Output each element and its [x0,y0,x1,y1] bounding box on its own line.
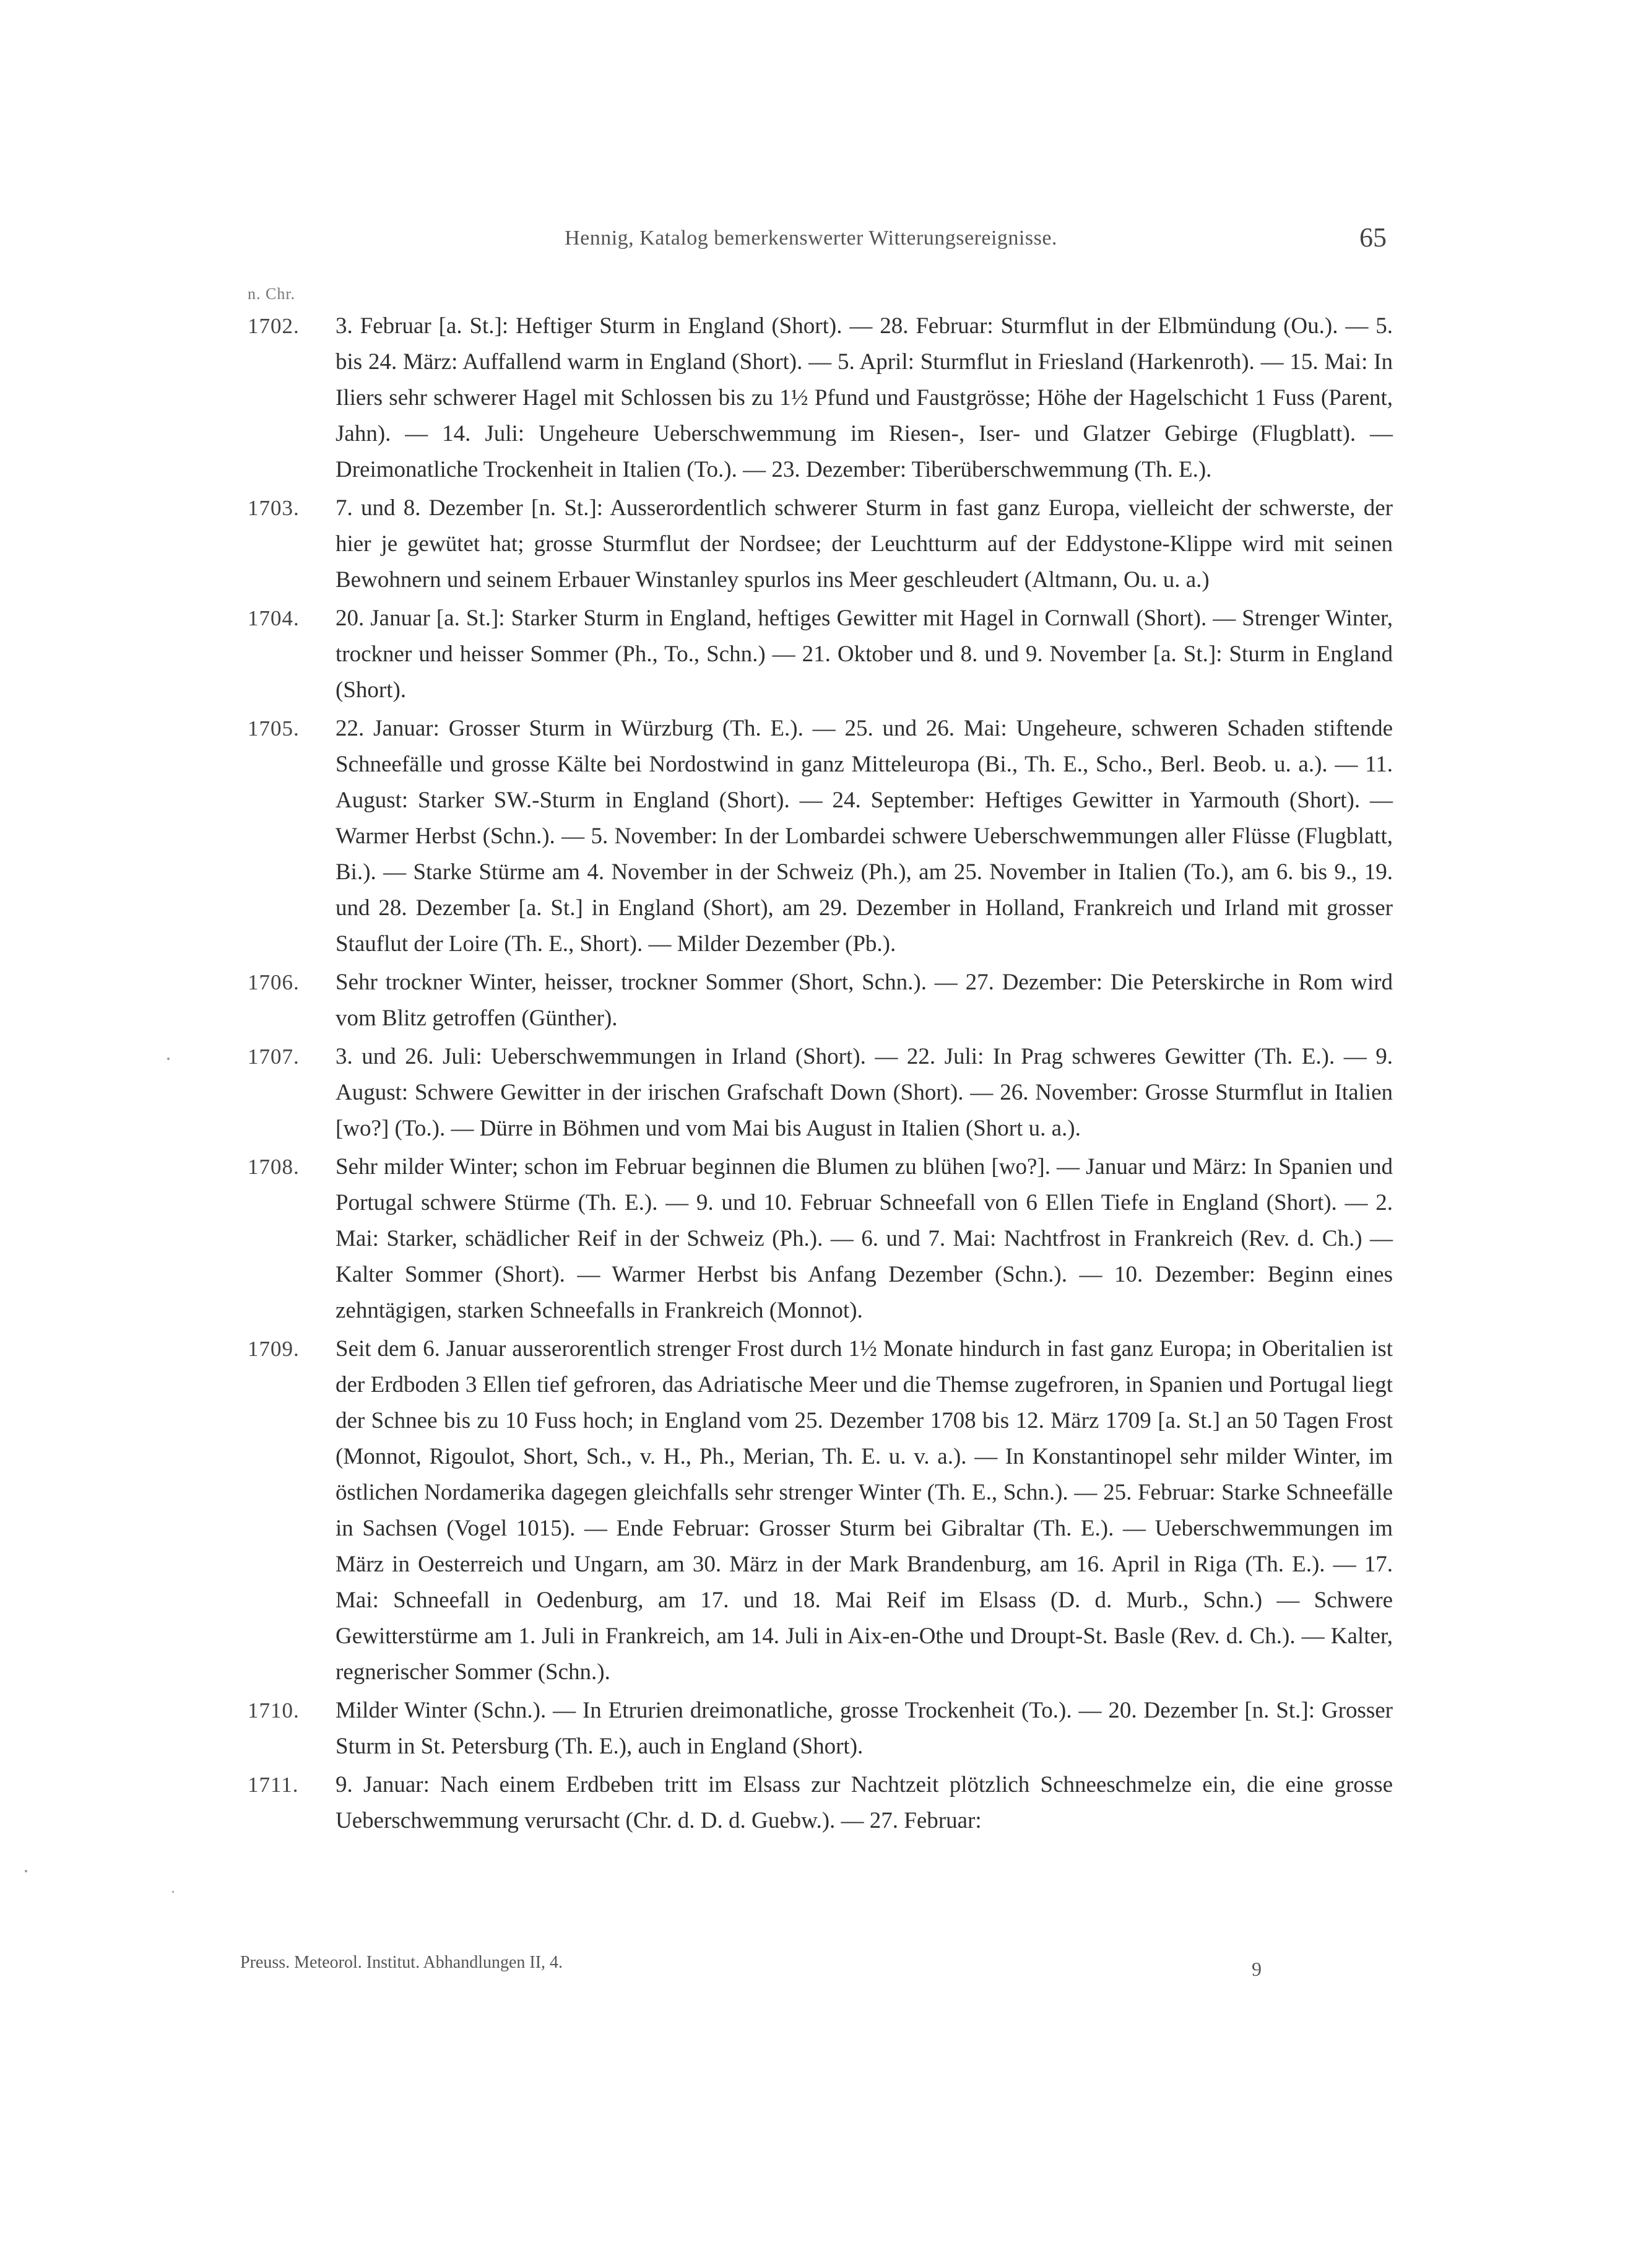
entry-text: 20. Januar [a. St.]: Starker Sturm in England, heftiges Gewitter mit Hagel in Cornwall (Short). — Strenger Winter, trockner und heisser Sommer (Ph., To., Schn.) — 21. Oktober und 8. und 9. November [a. St.]: Sturm in England (Short). [336,606,1393,703]
catalog-entry-1705 [248,711,1393,962]
entry-year: 1702. [248,314,300,338]
entry-year: 1704. [248,606,300,630]
running-title: Hennig, Katalog bemerkenswerter Witterungsereignisse. [565,227,1057,250]
entry-text: 22. Januar: Grosser Sturm in Würzburg (Th. E.). — 25. und 26. Mai: Ungeheure, schweren Schaden stiftende Schneefälle und grosse Kälte bei Nordostwind in ganz Mitteleuropa (Bi., Th. E., Scho., Berl. Beob. u. a.). — 11. August: Starker SW.-Sturm in England (Short). — 24. September: Heftiges Gewitter in Yarmouth (Short). — Warmer Herbst (Schn.). — 5. November: In der Lombardei schwere Ueberschwemmungen aller Flüsse (Flugblatt, Bi.). — Starke Stürme am 4. November in der Schweiz (Ph.), am 25. November in Italien (To.), am 6. bis 9., 19. und 28. Dezember [a. St.] in England (Short), am 29. Dezember in Holland, Frankreich und Irland mit grosser Stauflut der Loire (Th. E., Short). — Milder Dezember (Pb.). [336,716,1393,957]
footer-signature: 9 [1252,1958,1262,1980]
catalog-entry-1708 [248,1149,1393,1329]
footer-imprint: Preuss. Meteorol. Institut. Abhandlungen II, 4. [240,1953,563,1972]
scan-speck [25,1870,27,1872]
entry-text: Milder Winter (Schn.). — In Etrurien dreimonatliche, grosse Trockenheit (To.). — 20. Dezember [n. St.]: Grosser Sturm in St. Petersburg (Th. E.), auch in England (Short). [336,1698,1393,1759]
entry-text: Sehr milder Winter; schon im Februar beginnen die Blumen zu blühen [wo?]. — Januar und März: In Spanien und Portugal schwere Stürme (Th. E.). — 9. und 10. Februar Schneefall von 6 Ellen Tiefe in England (Short). — 2. Mai: Starker, schädlicher Reif in der Schweiz (Ph.). — 6. und 7. Mai: Nachtfrost in Frankreich (Rev. d. Ch.) — Kalter Sommer (Short). — Warmer Herbst bis Anfang Dezember (Schn.). — 10. Dezember: Beginn eines zehntägigen, starken Schneefalls in Frankreich (Monnot). [336,1154,1393,1323]
entry-year: 1711. [248,1773,299,1797]
entry-year: 1707. [248,1045,300,1069]
entry-text: 7. und 8. Dezember [n. St.]: Ausserordentlich schwerer Sturm in fast ganz Europa, vielleicht der schwerste, der hier je gewütet hat; grosse Sturmflut der Nordsee; der Leuchtturm auf der Eddystone-Klippe wird mit seinen Bewohnern und seinem Erbauer Winstanley spurlos ins Meer geschleudert (Altmann, Ou. u. a.) [336,495,1393,593]
entry-text: 3. Februar [a. St.]: Heftiger Sturm in England (Short). — 28. Februar: Sturmflut in der Elbmündung (Ou.). — 5. bis 24. März: Auffallend warm in England (Short). — 5. April: Sturmflut in Friesland (Harkenroth). — 15. Mai: In Iliers sehr schwerer Hagel mit Schlossen bis zu 1½ Pfund und Faustgrösse; Höhe der Hagelschicht 1 Fuss (Parent, Jahn). — 14. Juli: Ungeheure Ueberschwemmung im Riesen-, Iser- und Glatzer Gebirge (Flugblatt). — Dreimonatliche Trockenheit in Italien (To.). — 23. Dezember: Tiberüberschwemmung (Th. E.). [336,313,1393,482]
catalog-entry-1711 [248,1767,1393,1839]
scan-speck [167,1058,170,1060]
entry-text: Seit dem 6. Januar ausserorentlich strenger Frost durch 1½ Monate hindurch in fast ganz Europa; in Oberitalien ist der Erdboden 3 Ellen tief gefroren, das Adriatische Meer und die Themse zugefroren, in Spanien und Portugal liegt der Schnee bis zu 10 Fuss hoch; in England vom 25. Dezember 1708 bis 12. März 1709 [a. St.] an 50 Tagen Frost (Monnot, Rigoulot, Short, Sch., v. H., Ph., Merian, Th. E. u. v. a.). — In Konstantinopel sehr milder Winter, im östlichen Nordamerika dagegen gleichfalls sehr strenger Winter (Th. E., Schn.). — 25. Februar: Starke Schneefälle in Sachsen (Vogel 1015). — Ende Februar: Grosser Sturm bei Gibraltar (Th. E.). — Ueberschwemmungen im März in Oesterreich und Ungarn, am 30. März in der Mark Brandenburg, am 16. April in Riga (Th. E.). — 17. Mai: Schneefall in Oedenburg, am 17. und 18. Mai Reif im Elsass (D. d. Murb., Schn.) — Schwere Gewitterstürme am 1. Juli in Frankreich, am 14. Juli in Aix-en-Othe und Droupt-St. Basle (Rev. d. Ch.). — Kalter, regnerischer Sommer (Schn.). [336,1336,1393,1685]
entry-text: 3. und 26. Juli: Ueberschwemmungen in Irland (Short). — 22. Juli: In Prag schweres Gewitter (Th. E.). — 9. August: Schwere Gewitter in der irischen Grafschaft Down (Short). — 26. November: Grosse Sturmflut in Italien [wo?] (To.). — Dürre in Böhmen und vom Mai bis August in Italien (Short u. a.). [336,1044,1393,1141]
entry-text: 9. Januar: Nach einem Erdbeben tritt im Elsass zur Nachtzeit plötzlich Schneeschmelze ein, die eine grosse Ueberschwemmung verursacht (Chr. d. D. d. Guebw.). — 27. Februar: [336,1772,1393,1833]
running-head [235,222,1387,259]
entry-text: Sehr trockner Winter, heisser, trockner Sommer (Short, Schn.). — 27. Dezember: Die Peterskirche in Rom wird vom Blitz getroffen (Günther). [336,970,1393,1031]
entry-year: 1709. [248,1337,300,1361]
catalog-entry-1709 [248,1331,1393,1690]
page-number: 65 [1359,222,1387,253]
catalog-entry-1702 [248,308,1393,488]
entry-year: 1705. [248,716,300,741]
entry-year: 1710. [248,1698,300,1723]
entry-year: 1706. [248,970,300,994]
catalog-entries [248,308,1393,1841]
catalog-entry-1710 [248,1693,1393,1765]
catalog-entry-1706 [248,965,1393,1036]
entry-year: 1708. [248,1155,300,1179]
page-footer [240,1953,1262,1990]
entry-year: 1703. [248,496,300,520]
era-label: n. Chr. [248,285,296,303]
catalog-entry-1703 [248,490,1393,598]
catalog-entry-1704 [248,601,1393,708]
scan-speck [172,1891,174,1893]
catalog-entry-1707 [248,1039,1393,1147]
